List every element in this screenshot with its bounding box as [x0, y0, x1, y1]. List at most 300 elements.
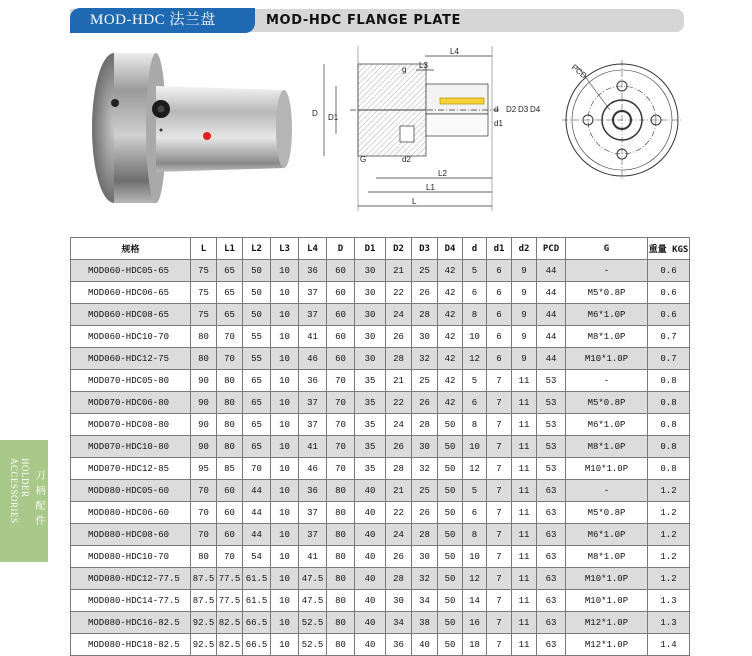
spec-cell: 44: [243, 524, 271, 546]
model-cell: MOD070-HDC08-80: [71, 414, 191, 436]
spec-cell: 50: [438, 546, 463, 568]
spec-cell: -: [566, 370, 648, 392]
spec-cell: 24: [386, 414, 412, 436]
flange-section-bottom: [358, 110, 426, 156]
spec-cell: 0.8: [648, 392, 690, 414]
spec-cell: 7: [487, 370, 512, 392]
spec-cell: 65: [243, 414, 271, 436]
svg-text:d: d: [494, 105, 499, 114]
spec-cell: 80: [217, 370, 243, 392]
spec-cell: 63: [537, 524, 566, 546]
spec-cell: 80: [327, 634, 355, 656]
column-header: D: [327, 238, 355, 260]
spec-cell: 28: [412, 414, 438, 436]
spec-cell: 52.5: [299, 634, 327, 656]
spec-cell: 11: [512, 634, 537, 656]
spec-cell: 30: [412, 436, 438, 458]
spec-cell: 30: [355, 260, 386, 282]
svg-text:L4: L4: [450, 47, 459, 56]
spec-cell: 12: [463, 458, 487, 480]
spec-cell: 11: [512, 546, 537, 568]
spec-cell: 10: [271, 370, 299, 392]
spec-cell: 46: [299, 458, 327, 480]
side-category-tab[interactable]: [0, 440, 48, 562]
spec-cell: 80: [327, 524, 355, 546]
spec-cell: 37: [299, 282, 327, 304]
spec-cell: 44: [537, 260, 566, 282]
spec-cell: 7: [487, 502, 512, 524]
spec-cell: 10: [463, 326, 487, 348]
spec-cell: 53: [537, 436, 566, 458]
spec-cell: 65: [217, 304, 243, 326]
spec-cell: 1.4: [648, 634, 690, 656]
model-cell: MOD060-HDC08-65: [71, 304, 191, 326]
spec-cell: 63: [537, 612, 566, 634]
spec-cell: 30: [355, 348, 386, 370]
spec-cell: 6: [487, 326, 512, 348]
spec-cell: 11: [512, 414, 537, 436]
spec-cell: M10*1.0P: [566, 590, 648, 612]
spec-cell: 5: [463, 370, 487, 392]
spec-cell: 14: [463, 590, 487, 612]
spec-cell: 44: [243, 480, 271, 502]
table-row: [71, 392, 690, 414]
column-header: D3: [412, 238, 438, 260]
spec-cell: 7: [487, 414, 512, 436]
svg-text:L: L: [412, 197, 417, 206]
table-header-row: [71, 238, 690, 260]
cross-section-drawing: [300, 46, 550, 216]
spec-cell: 42: [438, 282, 463, 304]
spec-cell: 1.2: [648, 546, 690, 568]
spec-cell: 63: [537, 590, 566, 612]
spec-cell: 36: [386, 634, 412, 656]
spec-cell: 37: [299, 502, 327, 524]
spec-cell: 90: [191, 370, 217, 392]
spec-cell: 28: [412, 524, 438, 546]
spec-cell: 9: [512, 260, 537, 282]
spec-cell: 65: [217, 260, 243, 282]
spec-cell: 42: [438, 370, 463, 392]
spec-cell: 50: [438, 458, 463, 480]
column-header: PCD: [537, 238, 566, 260]
spec-cell: 0.7: [648, 326, 690, 348]
spec-cell: 35: [355, 370, 386, 392]
svg-text:d1: d1: [494, 119, 503, 128]
mount-hole-icon: [111, 99, 119, 107]
model-cell: MOD070-HDC12-85: [71, 458, 191, 480]
spec-cell: 11: [512, 524, 537, 546]
spec-cell: 37: [299, 304, 327, 326]
spec-cell: 87.5: [191, 590, 217, 612]
spec-cell: 1.2: [648, 480, 690, 502]
spec-cell: M5*0.8P: [566, 282, 648, 304]
spec-cell: 26: [412, 282, 438, 304]
spec-cell: 9: [512, 282, 537, 304]
spec-cell: 35: [355, 414, 386, 436]
spec-cell: 80: [191, 546, 217, 568]
spec-cell: 5: [463, 480, 487, 502]
spec-cell: 7: [487, 590, 512, 612]
spec-cell: 9: [512, 348, 537, 370]
spec-cell: 50: [438, 590, 463, 612]
spec-cell: 50: [243, 260, 271, 282]
spec-cell: 12: [463, 568, 487, 590]
spec-cell: 50: [438, 436, 463, 458]
side-tab-chinese: 刀柄配件: [33, 470, 44, 530]
spec-cell: M6*1.0P: [566, 414, 648, 436]
table-row: [71, 436, 690, 458]
spec-cell: 80: [327, 612, 355, 634]
spec-cell: 22: [386, 502, 412, 524]
spec-cell: 10: [463, 546, 487, 568]
spec-cell: 10: [463, 436, 487, 458]
spec-cell: M8*1.0P: [566, 326, 648, 348]
spec-cell: 11: [512, 480, 537, 502]
spec-cell: 6: [487, 282, 512, 304]
spec-cell: 9: [512, 326, 537, 348]
spec-cell: 40: [355, 546, 386, 568]
spec-cell: 10: [271, 546, 299, 568]
spec-cell: 60: [327, 282, 355, 304]
model-cell: MOD070-HDC06-80: [71, 392, 191, 414]
spec-cell: 65: [217, 282, 243, 304]
spec-cell: 42: [438, 348, 463, 370]
spec-cell: 80: [191, 348, 217, 370]
spec-cell: 50: [243, 282, 271, 304]
column-header: 规格: [71, 238, 191, 260]
spec-cell: 44: [537, 348, 566, 370]
spec-cell: 41: [299, 326, 327, 348]
column-header: D2: [386, 238, 412, 260]
spec-cell: 35: [355, 392, 386, 414]
spec-cell: 26: [386, 546, 412, 568]
spec-cell: 77.5: [217, 568, 243, 590]
spec-cell: 53: [537, 392, 566, 414]
spec-cell: 1.2: [648, 502, 690, 524]
spec-cell: 0.6: [648, 304, 690, 326]
model-cell: MOD080-HDC06-60: [71, 502, 191, 524]
spec-cell: 42: [438, 326, 463, 348]
spec-cell: 63: [537, 546, 566, 568]
table-row: [71, 370, 690, 392]
spec-cell: 63: [537, 634, 566, 656]
bore-highlight: [440, 98, 484, 104]
spec-cell: 90: [191, 436, 217, 458]
spec-cell: 50: [438, 524, 463, 546]
spec-cell: 22: [386, 392, 412, 414]
holder-end: [276, 90, 292, 168]
spec-cell: 37: [299, 392, 327, 414]
spec-cell: 60: [327, 260, 355, 282]
model-cell: MOD060-HDC06-65: [71, 282, 191, 304]
spec-cell: 10: [271, 568, 299, 590]
spec-cell: 12: [463, 348, 487, 370]
spec-cell: 63: [537, 480, 566, 502]
spec-cell: 55: [243, 348, 271, 370]
spec-cell: 21: [386, 480, 412, 502]
table-row: [71, 282, 690, 304]
model-cell: MOD080-HDC05-60: [71, 480, 191, 502]
spec-cell: 44: [243, 502, 271, 524]
spec-cell: 7: [487, 480, 512, 502]
spec-cell: 80: [327, 546, 355, 568]
spec-cell: M12*1.0P: [566, 634, 648, 656]
spec-cell: 44: [537, 304, 566, 326]
spec-cell: 54: [243, 546, 271, 568]
spec-cell: 10: [271, 612, 299, 634]
model-cell: MOD060-HDC10-70: [71, 326, 191, 348]
spec-cell: 40: [355, 612, 386, 634]
spec-cell: 34: [412, 590, 438, 612]
spec-cell: 75: [191, 260, 217, 282]
spec-cell: 11: [512, 436, 537, 458]
spec-cell: 30: [412, 326, 438, 348]
spec-cell: 11: [512, 370, 537, 392]
spec-cell: 1.2: [648, 568, 690, 590]
spec-cell: 77.5: [217, 590, 243, 612]
svg-text:d2: d2: [402, 155, 411, 164]
table-row: [71, 546, 690, 568]
column-header: d: [463, 238, 487, 260]
spec-cell: 30: [355, 304, 386, 326]
spec-cell: 32: [412, 348, 438, 370]
holder-body: [156, 86, 284, 172]
svg-text:D: D: [312, 109, 318, 118]
spec-cell: 8: [463, 304, 487, 326]
spec-cell: M12*1.0P: [566, 612, 648, 634]
spec-cell: 10: [271, 524, 299, 546]
model-cell: MOD060-HDC12-75: [71, 348, 191, 370]
spec-cell: 90: [191, 414, 217, 436]
spec-cell: 11: [512, 392, 537, 414]
spec-cell: 32: [412, 458, 438, 480]
spec-cell: 65: [243, 392, 271, 414]
spec-cell: 10: [271, 634, 299, 656]
spec-cell: 7: [487, 634, 512, 656]
spec-cell: 52.5: [299, 612, 327, 634]
spec-cell: 35: [355, 436, 386, 458]
spec-cell: 10: [271, 414, 299, 436]
spec-cell: 7: [487, 612, 512, 634]
table-row: [71, 414, 690, 436]
spec-cell: 30: [386, 590, 412, 612]
product-photo: [84, 40, 294, 220]
spec-cell: 42: [438, 260, 463, 282]
spec-cell: 70: [191, 502, 217, 524]
spec-cell: 5: [463, 260, 487, 282]
spec-cell: 7: [487, 436, 512, 458]
spec-cell: 66.5: [243, 634, 271, 656]
table-row: [71, 524, 690, 546]
spec-cell: 50: [438, 480, 463, 502]
spec-cell: 82.5: [217, 612, 243, 634]
spec-cell: 1.3: [648, 590, 690, 612]
spec-cell: 10: [271, 326, 299, 348]
spec-cell: 80: [191, 326, 217, 348]
spec-cell: 11: [512, 458, 537, 480]
spec-cell: 80: [327, 480, 355, 502]
model-cell: MOD080-HDC16-82.5: [71, 612, 191, 634]
spec-cell: M10*1.0P: [566, 458, 648, 480]
spec-cell: 53: [537, 414, 566, 436]
column-header: L: [191, 238, 217, 260]
spec-cell: 36: [299, 260, 327, 282]
spec-cell: 65: [243, 370, 271, 392]
column-header: G: [566, 238, 648, 260]
spec-cell: 10: [271, 348, 299, 370]
spec-cell: 92.5: [191, 634, 217, 656]
spec-cell: M6*1.0P: [566, 304, 648, 326]
spec-cell: 16: [463, 612, 487, 634]
spec-cell: 70: [327, 436, 355, 458]
spec-cell: 70: [327, 392, 355, 414]
spec-cell: 41: [299, 436, 327, 458]
spec-cell: 6: [463, 392, 487, 414]
spec-cell: 10: [271, 260, 299, 282]
spec-cell: 42: [438, 304, 463, 326]
spec-cell: 30: [412, 546, 438, 568]
svg-text:g: g: [402, 65, 407, 74]
table-row: [71, 326, 690, 348]
spec-cell: 80: [217, 392, 243, 414]
spec-cell: 60: [217, 502, 243, 524]
spec-cell: 61.5: [243, 568, 271, 590]
spec-cell: 40: [355, 568, 386, 590]
spec-cell: 50: [438, 612, 463, 634]
spec-cell: 28: [386, 568, 412, 590]
model-cell: MOD080-HDC18-82.5: [71, 634, 191, 656]
spec-cell: 47.5: [299, 568, 327, 590]
spec-cell: 60: [217, 480, 243, 502]
spec-cell: 36: [299, 480, 327, 502]
spec-cell: 22: [386, 282, 412, 304]
spec-cell: 0.7: [648, 348, 690, 370]
spec-cell: 60: [217, 524, 243, 546]
spec-cell: M10*1.0P: [566, 348, 648, 370]
spec-cell: 11: [512, 568, 537, 590]
spec-cell: 6: [463, 282, 487, 304]
table-row: [71, 502, 690, 524]
spec-cell: 80: [327, 590, 355, 612]
spec-cell: 0.6: [648, 282, 690, 304]
spec-cell: 75: [191, 304, 217, 326]
spec-cell: 82.5: [217, 634, 243, 656]
spec-cell: 30: [355, 326, 386, 348]
spec-cell: 55: [243, 326, 271, 348]
svg-text:D2: D2: [506, 105, 517, 114]
spec-cell: 10: [271, 436, 299, 458]
spec-cell: 60: [327, 304, 355, 326]
column-header: L2: [243, 238, 271, 260]
spec-cell: 10: [271, 282, 299, 304]
spec-cell: 50: [438, 568, 463, 590]
model-cell: MOD070-HDC10-80: [71, 436, 191, 458]
spec-cell: 40: [355, 590, 386, 612]
model-cell: MOD070-HDC05-80: [71, 370, 191, 392]
spec-cell: 50: [438, 634, 463, 656]
spec-cell: 80: [327, 568, 355, 590]
spec-cell: 11: [512, 612, 537, 634]
table-row: [71, 634, 690, 656]
spec-cell: 70: [243, 458, 271, 480]
spec-cell: 75: [191, 282, 217, 304]
spec-cell: 1.3: [648, 612, 690, 634]
spec-cell: 70: [191, 480, 217, 502]
spec-cell: 40: [412, 634, 438, 656]
spec-cell: 80: [327, 502, 355, 524]
svg-text:G: G: [360, 155, 367, 164]
spec-cell: 70: [217, 326, 243, 348]
spec-cell: 70: [327, 458, 355, 480]
spec-cell: 30: [355, 282, 386, 304]
spec-cell: 7: [487, 458, 512, 480]
spec-cell: 10: [271, 502, 299, 524]
spec-cell: 26: [412, 392, 438, 414]
table-row: [71, 612, 690, 634]
spec-cell: 7: [487, 392, 512, 414]
spec-cell: 80: [217, 414, 243, 436]
table-row: [71, 260, 690, 282]
spec-cell: 34: [386, 612, 412, 634]
spec-cell: 41: [299, 546, 327, 568]
spec-cell: 50: [438, 414, 463, 436]
spec-cell: 0.8: [648, 370, 690, 392]
spec-cell: 11: [512, 502, 537, 524]
column-header: L1: [217, 238, 243, 260]
spec-cell: 90: [191, 392, 217, 414]
svg-text:L1: L1: [426, 183, 435, 192]
table-row: [71, 304, 690, 326]
spec-cell: 40: [355, 634, 386, 656]
column-header: d1: [487, 238, 512, 260]
column-header: 重量 KGS: [648, 238, 690, 260]
spec-cell: 53: [537, 370, 566, 392]
spec-cell: 6: [487, 304, 512, 326]
spec-cell: 66.5: [243, 612, 271, 634]
spec-cell: 80: [217, 436, 243, 458]
spec-cell: 46: [299, 348, 327, 370]
spec-cell: 24: [386, 304, 412, 326]
red-dot-marker: [203, 132, 211, 140]
spec-cell: M5*0.8P: [566, 502, 648, 524]
spec-cell: 6: [487, 260, 512, 282]
spec-cell: M10*1.0P: [566, 568, 648, 590]
spec-cell: 37: [299, 524, 327, 546]
spec-cell: 8: [463, 524, 487, 546]
page-title: MOD-HDC FLANGE PLATE: [266, 13, 461, 28]
spec-cell: 40: [355, 502, 386, 524]
table-row: [71, 590, 690, 612]
svg-text:D3: D3: [518, 105, 529, 114]
spec-cell: M8*1.0P: [566, 436, 648, 458]
spec-cell: 10: [271, 304, 299, 326]
spec-cell: 28: [386, 348, 412, 370]
spec-cell: 50: [438, 502, 463, 524]
table-row: [71, 348, 690, 370]
column-header: D4: [438, 238, 463, 260]
spec-cell: 25: [412, 370, 438, 392]
spec-cell: 87.5: [191, 568, 217, 590]
spec-cell: 21: [386, 370, 412, 392]
spec-cell: 6: [487, 348, 512, 370]
spec-cell: 10: [271, 590, 299, 612]
model-cell: MOD080-HDC14-77.5: [71, 590, 191, 612]
spec-cell: 9: [512, 304, 537, 326]
spec-cell: 61.5: [243, 590, 271, 612]
spec-cell: 1.2: [648, 524, 690, 546]
spec-cell: -: [566, 480, 648, 502]
